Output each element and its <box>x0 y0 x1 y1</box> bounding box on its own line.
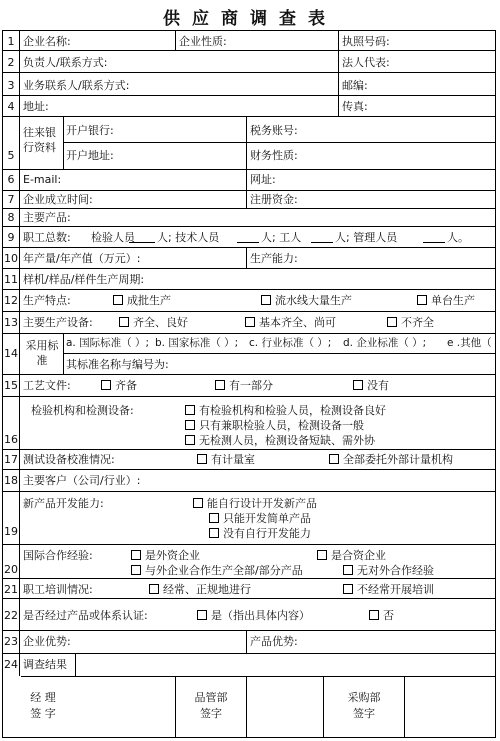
address-label[interactable]: 地址: <box>23 100 49 113</box>
option-inspection-none[interactable]: 无检测人员，检测设备短缺、需外协 <box>185 434 375 447</box>
option-inspection-good[interactable]: 有检验机构和检验人员，检测设备良好 <box>185 404 386 417</box>
row-number-18: 18 <box>4 474 18 487</box>
checkbox-icon[interactable] <box>149 584 159 594</box>
manager-sign: 签 字 <box>30 707 56 720</box>
standard-national[interactable]: b. 国家标准（ ）; <box>155 337 239 349</box>
output-label[interactable]: 年产量/年产值（万元）: <box>23 252 141 265</box>
form-title: 供应商调查表 <box>163 9 337 29</box>
row-number-2: 2 <box>7 56 15 69</box>
purchase-sign: 签字 <box>353 707 375 720</box>
option-training-regular[interactable]: 经常、正规地进行 <box>149 583 251 596</box>
company-advantage-label[interactable]: 企业优势: <box>23 635 71 648</box>
option-simple-only[interactable]: 只能开发简单产品 <box>209 512 311 525</box>
row-number-6: 6 <box>7 173 15 186</box>
sample-cycle-label[interactable]: 样机/样品/样件生产周期: <box>23 273 145 286</box>
standard-industry[interactable]: c. 行业标准（ ）; <box>249 337 332 349</box>
checkbox-icon[interactable] <box>185 435 195 445</box>
row-number-13: 13 <box>4 316 18 329</box>
capacity-label[interactable]: 生产能力: <box>250 252 298 265</box>
purchase-title: 采购部 <box>347 691 381 704</box>
email-label[interactable]: E-mail: <box>23 173 62 186</box>
calibration-label: 测试设备校准情况: <box>23 453 115 466</box>
main-customers-label[interactable]: 主要客户（公司/行业）: <box>23 474 141 487</box>
legal-rep-label[interactable]: 法人代表: <box>342 56 390 69</box>
option-joint-venture[interactable]: 是合资企业 <box>317 549 386 562</box>
row-number-12: 12 <box>4 294 18 307</box>
workers-count-field[interactable] <box>311 231 333 243</box>
business-contact-label[interactable]: 业务联系人/联系方式: <box>23 79 130 92</box>
fax-label[interactable]: 传真: <box>342 100 368 113</box>
tax-nature-label[interactable]: 财务性质: <box>250 149 298 162</box>
checkbox-icon[interactable] <box>209 513 219 523</box>
row-number-4: 4 <box>7 100 15 113</box>
checkbox-icon[interactable] <box>353 380 363 390</box>
company-nature-label[interactable]: 企业性质: <box>179 35 227 48</box>
intl-cooperation-label: 国际合作经验: <box>23 549 93 562</box>
option-foreign-cooperation[interactable]: 与外企业合作生产全部/部分产品 <box>131 564 303 577</box>
row-number-14: 14 <box>4 347 18 360</box>
quality-signature-field[interactable] <box>249 687 321 733</box>
managers-label: 人; 管理人员 <box>335 231 398 244</box>
process-docs-label: 工艺文件: <box>23 379 71 392</box>
option-external-metrology[interactable]: 全部委托外部计量机构 <box>329 453 453 466</box>
checkbox-icon[interactable] <box>131 550 141 560</box>
checkbox-icon[interactable] <box>343 565 353 575</box>
row-number-11: 11 <box>4 273 18 286</box>
option-single-unit[interactable]: 单台生产 <box>417 294 475 307</box>
founded-label[interactable]: 企业成立时间: <box>23 193 93 206</box>
postcode-label[interactable]: 邮编: <box>342 79 368 92</box>
website-label[interactable]: 网址: <box>250 173 276 186</box>
managers-count-field[interactable] <box>423 231 445 243</box>
equipment-label: 主要生产设备: <box>23 316 93 329</box>
row-number-17: 17 <box>4 453 18 466</box>
checkbox-icon[interactable] <box>131 565 141 575</box>
option-design-capable[interactable]: 能自行设计开发新产品 <box>193 497 317 510</box>
standard-enterprise[interactable]: d. 企业标准（ ）; <box>343 337 427 349</box>
option-not-certified[interactable]: 否 <box>369 609 394 622</box>
row-number-19: 19 <box>4 525 18 538</box>
row-number-7: 7 <box>7 193 15 206</box>
row-number-20: 20 <box>4 563 18 576</box>
checkbox-icon[interactable] <box>261 295 271 305</box>
row-number-15: 15 <box>4 379 18 392</box>
checkbox-icon[interactable] <box>113 295 123 305</box>
option-equipment-complete[interactable]: 齐全、良好 <box>119 316 188 329</box>
person-contact-label[interactable]: 负责人/联系方式: <box>23 56 108 69</box>
checkbox-icon[interactable] <box>369 610 379 620</box>
row-number-5: 5 <box>7 149 15 162</box>
option-training-rare[interactable]: 不经常开展培训 <box>343 583 434 596</box>
option-no-development[interactable]: 没有自行开发能力 <box>209 527 311 540</box>
checkbox-icon[interactable] <box>197 454 207 464</box>
option-equipment-incomplete[interactable]: 不齐全 <box>387 316 434 329</box>
purchase-signature-field[interactable] <box>407 687 491 733</box>
checkbox-icon[interactable] <box>343 584 353 594</box>
option-certified[interactable]: 是（指出具体内容） <box>197 609 310 622</box>
option-assembly-line[interactable]: 流水线大量生产 <box>261 294 352 307</box>
checkbox-icon[interactable] <box>387 317 397 327</box>
row-number-23: 23 <box>4 635 18 648</box>
checkbox-icon[interactable] <box>317 550 327 560</box>
bank-group-label: 往来银行资料 <box>23 126 56 154</box>
product-advantage-label[interactable]: 产品优势: <box>250 635 298 648</box>
workers-label: 人; 工人 <box>261 231 302 244</box>
quality-sign: 签字 <box>200 707 222 720</box>
supplier-survey-form <box>2 30 496 738</box>
row-number-9: 9 <box>7 231 15 244</box>
tech-count-field[interactable] <box>237 231 259 243</box>
option-docs-partial[interactable]: 有一部分 <box>215 379 273 392</box>
inspection-label: 检验机构和检测设备: <box>31 404 134 417</box>
company-name-label[interactable]: 企业名称: <box>23 35 71 48</box>
inspectors-label: 检验人员 <box>91 231 135 244</box>
checkbox-icon[interactable] <box>185 405 195 415</box>
checkbox-icon[interactable] <box>245 317 255 327</box>
checkbox-icon[interactable] <box>209 528 219 538</box>
row-number-16: 16 <box>4 433 18 446</box>
option-no-cooperation[interactable]: 无对外合作经验 <box>343 564 434 577</box>
checkbox-icon[interactable] <box>329 454 339 464</box>
row-number-8: 8 <box>7 211 15 224</box>
staff-total-label[interactable]: 职工总数: <box>23 231 71 244</box>
standard-international[interactable]: a. 国际标准（ ）; <box>66 337 149 349</box>
checkbox-icon[interactable] <box>185 420 195 430</box>
row-number-3: 3 <box>7 79 15 92</box>
row-number-10: 10 <box>4 252 18 265</box>
checkbox-icon[interactable] <box>215 380 225 390</box>
option-inspection-parttime[interactable]: 只有兼职检验人员，检测设备一般 <box>185 419 364 432</box>
option-docs-none[interactable]: 没有 <box>353 379 389 392</box>
checkbox-icon[interactable] <box>119 317 129 327</box>
bank-address-label[interactable]: 开户地址: <box>66 149 114 162</box>
inspectors-count-field[interactable] <box>129 231 155 243</box>
option-equipment-basic[interactable]: 基本齐全、尚可 <box>245 316 336 329</box>
staff-end-label: 人。 <box>447 231 469 244</box>
manager-title: 经 理 <box>30 691 56 704</box>
standard-label: 采用标准 <box>25 339 59 367</box>
training-label: 职工培训情况: <box>23 583 93 596</box>
row-number-1: 1 <box>7 35 15 48</box>
tax-number-label[interactable]: 税务账号: <box>250 124 298 137</box>
capital-label[interactable]: 注册资金: <box>250 193 298 206</box>
license-number-label[interactable]: 执照号码: <box>342 35 390 48</box>
checkbox-icon[interactable] <box>197 610 207 620</box>
tech-label: 人; 技术人员 <box>157 231 220 244</box>
certification-label: 是否经过产品或体系认证: <box>23 609 148 622</box>
standard-names-label[interactable]: 其标准名称与编号为: <box>66 358 169 371</box>
row-number-22: 22 <box>4 609 18 622</box>
manager-signature-field[interactable] <box>65 687 171 733</box>
new-product-label: 新产品开发能力: <box>23 497 104 510</box>
checkbox-icon[interactable] <box>193 498 203 508</box>
option-docs-complete[interactable]: 齐备 <box>101 379 137 392</box>
quality-title: 品管部 <box>194 691 228 704</box>
survey-result-label[interactable]: 调查结果 <box>23 658 67 671</box>
option-metrology-room[interactable]: 有计量室 <box>197 453 255 466</box>
production-feature-label: 生产特点: <box>23 294 71 307</box>
option-batch-production[interactable]: 成批生产 <box>113 294 171 307</box>
row-number-24: 24 <box>4 658 18 671</box>
standard-other[interactable]: e .其他（ <box>447 337 492 349</box>
checkbox-icon[interactable] <box>417 295 427 305</box>
row-number-21: 21 <box>4 583 18 596</box>
checkbox-icon[interactable] <box>101 380 111 390</box>
option-foreign-owned[interactable]: 是外资企业 <box>131 549 200 562</box>
products-label[interactable]: 主要产品: <box>23 211 71 224</box>
bank-label[interactable]: 开户银行: <box>66 124 114 137</box>
